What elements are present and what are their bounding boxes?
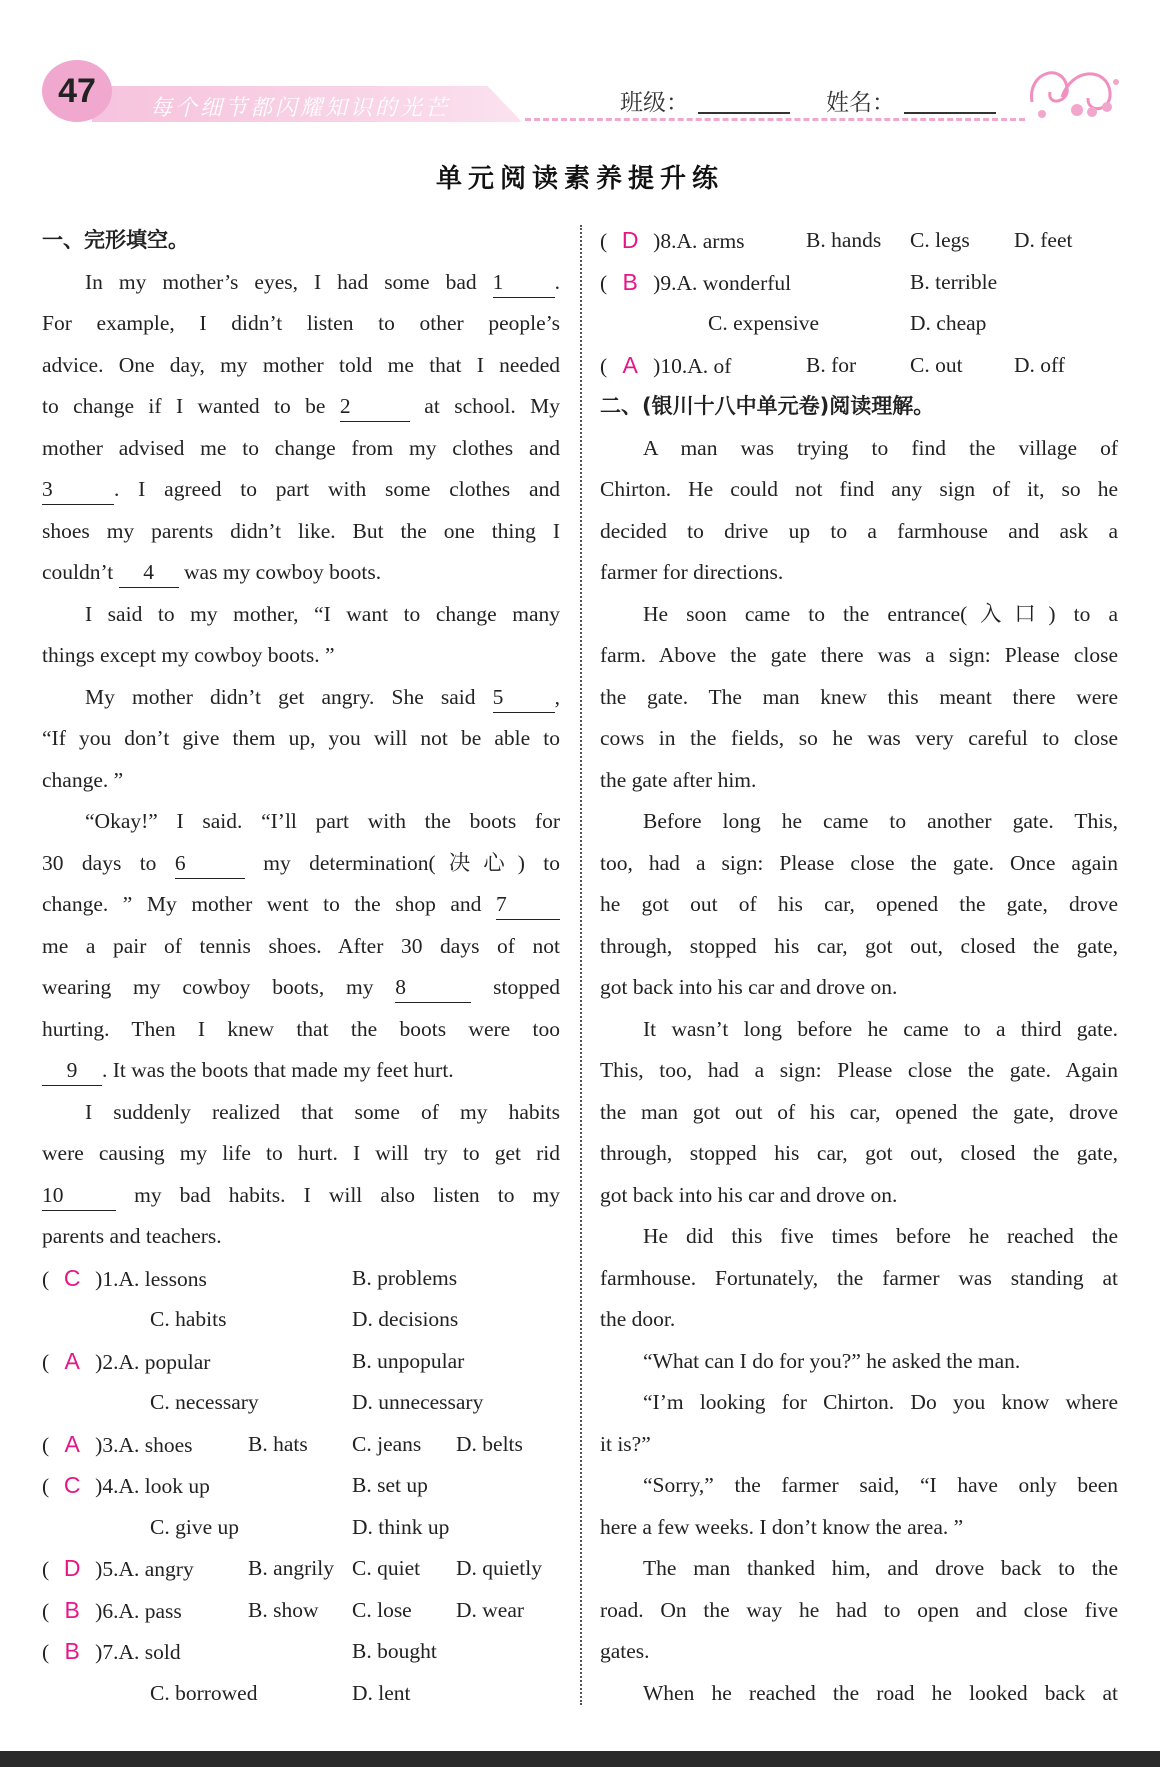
text-line: the door. (600, 1307, 676, 1331)
text-line: 10 my bad habits. I will also listen to my (42, 1175, 560, 1217)
text-line: 3 . I agreed to part with some clothes and (42, 469, 560, 511)
slogan: 每个细节都闪耀知识的光芒 (150, 96, 451, 121)
text-line: couldn’t 4 was my cowboy boots. (42, 552, 560, 594)
page-number: 47 (58, 71, 96, 110)
text-line: were causing my life to hurt. I will try to get rid (42, 1141, 560, 1165)
text-line: When he reached the road he looked back at (643, 1680, 1118, 1705)
class-label: 班级： (620, 90, 689, 116)
question-9: ( B )9.A. wonderful B. terrible (600, 262, 1118, 304)
text-line: shoes my parents didn’t like. But the one thing I (42, 518, 560, 543)
blank-6: 6 (175, 848, 245, 879)
question-6: ( B )6.A. pass B. show C. lose D. wear (42, 1590, 560, 1632)
name-field[interactable] (904, 112, 996, 114)
text-line: too, had a sign: Please close the gate. Once again (600, 850, 1118, 875)
answer-1: C (63, 1264, 81, 1291)
question-2: ( A )2.A. popular B. unpopular (42, 1341, 560, 1383)
text-line: gates. (600, 1639, 650, 1663)
text-line: things except my cowboy boots. ” (42, 643, 335, 667)
question-7: ( B )7.A. sold B. bought (42, 1631, 560, 1673)
blank-7: 7 (496, 889, 560, 920)
blank-4: 4 (119, 557, 179, 588)
answer-2: A (64, 1347, 80, 1374)
text-line: it is?” (600, 1431, 651, 1456)
text-line: I said to my mother, “I want to change many (85, 601, 560, 626)
blank-8: 8 (395, 972, 471, 1003)
text-line: “Okay!” I said. “I’ll part with the boots for (85, 809, 560, 833)
text-line: the gate after him. (600, 767, 757, 792)
text-line: 9 . It was the boots that made my feet hurt. (42, 1050, 560, 1092)
text-line: the man got out of his car, opened the gate, drove (600, 1099, 1118, 1124)
text-line: The man thanked him, and drove back to the (643, 1556, 1118, 1580)
text-line: I suddenly realized that some of my habits (85, 1099, 560, 1124)
text-line: he got out of his car, opened the gate, drove (600, 892, 1118, 916)
text-line: “I’m looking for Chirton. Do you know where (643, 1390, 1118, 1414)
column-divider (580, 225, 582, 1705)
text-line: parents and teachers. (42, 1224, 222, 1248)
blank-1: 1 (493, 267, 555, 298)
text-line: got back into his car and drove on. (600, 975, 898, 999)
text-line: the gate. The man knew this meant there were (600, 684, 1118, 709)
text-line: He soon came to the entrance(入口) to a (643, 601, 1118, 626)
name-label: 姓名： (826, 90, 895, 116)
text-line: farmhouse. Fortunately, the farmer was standing at (600, 1265, 1118, 1290)
question-10: ( A )10.A. of B. for C. out D. off (600, 345, 1118, 387)
page-title: 单元阅读素养提升练 (435, 164, 724, 194)
question-9-cont: C. expensive D. cheap (708, 311, 987, 335)
question-4-cont: C. give up D. think up (150, 1514, 450, 1539)
text-line: A man was trying to find the village of (643, 435, 1118, 460)
text-line: My mother didn’t get angry. She said 5 , (42, 677, 560, 719)
answer-5: D (63, 1555, 81, 1581)
text-line: He did this five times before he reached the (643, 1224, 1118, 1248)
answer-3: A (64, 1430, 80, 1457)
section-heading-reading: 二、(银川十八中单元卷)阅读理解。 (600, 394, 935, 418)
answer-6: B (64, 1596, 80, 1623)
text-line: “Sorry,” the farmer said, “I have only been (643, 1473, 1118, 1497)
text-line: Chirton. He could not find any sign of it, so he (600, 477, 1118, 501)
header-dash-line (525, 118, 1025, 121)
answer-8: D (621, 227, 639, 253)
text-line: For example, I didn’t listen to other people’s (42, 311, 560, 335)
text-line: to change if I wanted to be 2 at school. My (42, 386, 560, 428)
answer-9: B (622, 268, 638, 295)
text-line: “What can I do for you?” he asked the man. (643, 1348, 1021, 1373)
text-line: here a few weeks. I don’t know the area. ” (600, 1514, 964, 1539)
text-line: cows in the fields, so he was very careful to close (600, 726, 1118, 750)
bottom-bar (0, 1751, 1160, 1767)
question-1: ( C )1.A. lessons B. problems (42, 1258, 560, 1300)
question-5: ( D )5.A. angry B. angrily C. quiet D. quietly (42, 1548, 560, 1590)
blank-5: 5 (493, 682, 555, 713)
text-line: It wasn’t long before he came to a third gate. (643, 1016, 1118, 1041)
blank-9: 9 (42, 1055, 102, 1086)
class-field[interactable] (698, 112, 790, 114)
text-line: farm. Above the gate there was a sign: Please close (600, 643, 1118, 667)
question-1-cont: C. habits D. decisions (150, 1307, 459, 1331)
question-7-cont: C. borrowed D. lent (150, 1680, 411, 1705)
text-line: through, stopped his car, got out, closed the gate, (600, 933, 1118, 958)
text-line: wearing my cowboy boots, my 8 stopped (42, 967, 560, 1009)
answer-7: B (64, 1638, 80, 1664)
text-line: me a pair of tennis shoes. After 30 days of not (42, 933, 560, 958)
question-4: ( C )4.A. look up B. set up (42, 1465, 560, 1507)
text-line: advice. One day, my mother told me that I needed (42, 352, 560, 377)
text-line: got back into his car and drove on. (600, 1182, 898, 1207)
blank-3: 3 (42, 474, 114, 505)
text-line: In my mother’s eyes, I had some bad 1 . (42, 262, 560, 304)
question-2-cont: C. necessary D. unnecessary (150, 1390, 484, 1414)
text-line: change. ” (42, 767, 124, 792)
page-header (0, 0, 1160, 140)
text-line: road. On the way he had to open and close five (600, 1597, 1118, 1622)
page-number-badge (42, 60, 112, 122)
text-line: “If you don’t give them up, you will not be able to (42, 726, 560, 750)
text-line: This, too, had a sign: Please close the gate. Again (600, 1058, 1118, 1082)
section-heading-cloze: 一、完形填空。 (42, 228, 189, 252)
text-line: through, stopped his car, got out, closed the gate, (600, 1141, 1118, 1165)
text-line: farmer for directions. (600, 560, 784, 584)
text-line: Before long he came to another gate. This, (643, 809, 1118, 833)
question-8: ( D )8.A. arms B. hands C. legs D. feet (600, 220, 1118, 262)
question-3: ( A )3.A. shoes B. hats C. jeans D. belts (42, 1424, 560, 1466)
cloze-column (42, 220, 560, 1714)
flower-ornament-icon (1022, 52, 1122, 124)
text-line: 30 days to 6 my determination(决心) to (42, 843, 560, 885)
answer-4: C (63, 1472, 81, 1498)
text-line: mother advised me to change from my clothes and (42, 435, 560, 460)
text-line: change. ” My mother went to the shop and 7 (42, 884, 560, 926)
text-line: hurting. Then I knew that the boots were too (42, 1016, 560, 1041)
answer-10: A (622, 351, 638, 378)
text-line: decided to drive up to a farmhouse and ask a (600, 518, 1118, 543)
blank-10: 10 (42, 1180, 116, 1211)
reading-column (600, 220, 1118, 1714)
blank-2: 2 (340, 391, 410, 422)
